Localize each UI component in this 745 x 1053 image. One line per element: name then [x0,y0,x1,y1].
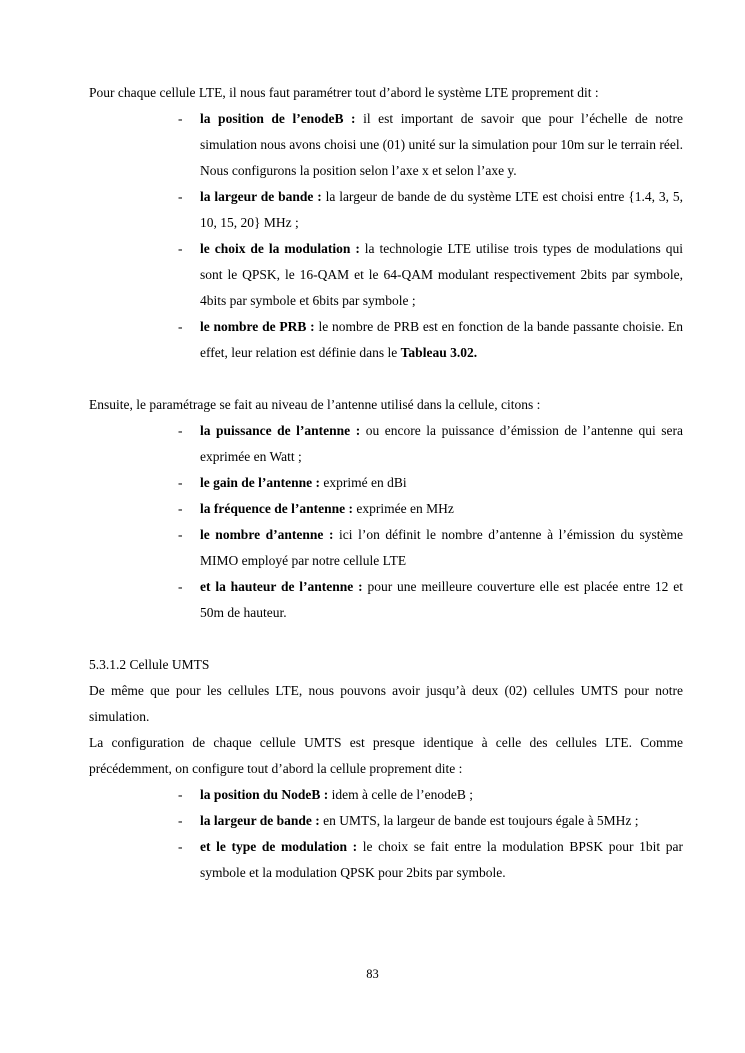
dash-marker: - [178,813,183,828]
list-item-antenna-height [89,574,683,626]
item-label: et le type de modulation : [200,839,358,854]
item-text: exprimée en MHz [352,501,454,516]
dash-marker: - [178,111,183,126]
item-label: le gain de l’antenne : [200,475,320,490]
item-label: la position du NodeB : [200,787,329,802]
item-text: la largeur de bande de du système LTE est choisi entre {1.4, 3, 5, 10, 15, 20} MHz ; [200,189,683,230]
dash-marker: - [178,189,183,204]
page-number: 83 [366,967,379,981]
dash-marker: - [178,241,183,256]
item-label: la largeur de bande : [200,813,320,828]
list-item-lte-modulation [89,236,683,314]
dash-marker: - [178,579,183,594]
item-text: idem à celle de l’enodeB ; [328,787,473,802]
section-heading-umts: 5.3.1.2 Cellule UMTS [89,657,210,672]
list-item-umts-modulation [89,834,683,886]
item-text: en UMTS, la largeur de bande est toujours égale à 5MHz ; [319,813,639,828]
item-label: le choix de la modulation : [200,241,360,256]
item-label: le nombre d’antenne : [200,527,334,542]
item-label: la puissance de l’antenne : [200,423,361,438]
dash-marker: - [178,475,183,490]
item-text: il est important de savoir que pour l’échelle de notre simulation nous avons choisi une (01) unité sur la simulation pour 10m sur le terrain réel. Nous configurons la position selon l’axe x et selon l’axe y. [200,111,684,178]
dash-marker: - [178,787,183,802]
list-item-lte-prb [89,314,683,366]
item-text: ici l’on définit le nombre d’antenne à l’émission du système MIMO employé par notre cellule LTE [200,527,684,568]
list-item-lte-bandwidth [89,184,683,236]
list-item-antenna-frequency [89,496,683,522]
list-item-antenna-count [89,522,683,574]
list-item-umts-bandwidth [89,808,683,834]
paragraph-intro-antenna: Ensuite, le paramétrage se fait au niveau de l’antenne utilisé dans la cellule, citons : [89,397,541,412]
list-item-antenna-power [89,418,683,470]
table-reference: Tableau 3.02. [400,345,478,360]
dash-marker: - [178,501,183,516]
item-label: et la hauteur de l’antenne : [200,579,363,594]
dash-marker: - [178,839,183,854]
dash-marker: - [178,319,183,334]
item-text: le choix se fait entre la modulation BPSK pour 1bit par symbole et la modulation QPSK pour 2bits par symbole. [200,839,683,880]
item-label: la fréquence de l’antenne : [200,501,353,516]
item-text: le nombre de PRB est en fonction de la bande passante choisie. En effet, leur relation est définie dans le [200,319,684,360]
list-item-lte-position [89,106,683,184]
item-label: la position de l’enodeB : [200,111,356,126]
item-text: la technologie LTE utilise trois types de modulations qui sont le QPSK, le 16-QAM et le 64-QAM modulant respectivement 2bits par symbole, 4bits par symbole et 6bits par symbole ; [200,241,683,308]
item-text: pour une meilleure couverture elle est placée entre 12 et 50m de hauteur. [200,579,683,620]
umts-parameter-list [89,782,683,886]
item-label: le nombre de PRB : [200,319,315,334]
list-item-umts-position [89,782,683,808]
lte-parameter-list [89,106,683,366]
antenna-parameter-list [89,418,683,626]
item-label: la largeur de bande : [200,189,322,204]
item-text: ou encore la puissance d’émission de l’antenne qui sera exprimée en Watt ; [200,423,683,464]
dash-marker: - [178,423,183,438]
list-item-antenna-gain [89,470,683,496]
item-text: exprimé en dBi [320,475,407,490]
paragraph-umts-1: De même que pour les cellules LTE, nous pouvons avoir jusqu’à deux (02) cellules UMTS pour notre simulation. [89,683,683,724]
dash-marker: - [178,527,183,542]
paragraph-umts-2: La configuration de chaque cellule UMTS est presque identique à celle des cellules LTE. Comme précédemment, on configure tout d’abord la cellule proprement dite : [89,735,683,776]
paragraph-intro-lte: Pour chaque cellule LTE, il nous faut paramétrer tout d’abord le système LTE proprement dit : [89,85,599,100]
